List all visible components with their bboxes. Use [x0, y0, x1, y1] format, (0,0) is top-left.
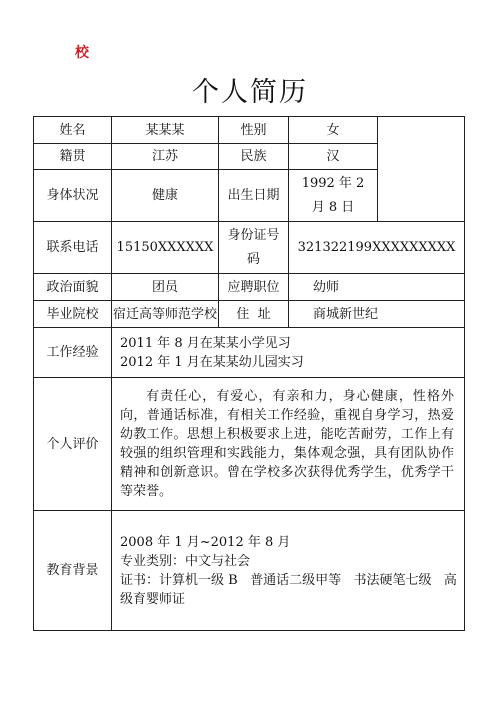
resume-table	[33, 116, 465, 631]
education-details	[112, 511, 465, 631]
id-value: 321322199XXXXXXXXX	[289, 222, 465, 274]
row-political	[34, 274, 465, 301]
name-label: 姓名	[34, 117, 112, 144]
education-period: 2008 年 1 月~2012 年 8 月	[120, 534, 291, 550]
work-label: 工作经验	[34, 328, 112, 378]
corner-mark: 校	[75, 45, 89, 61]
gender-value: 女	[289, 117, 378, 144]
photo-cell	[378, 117, 465, 222]
birth-label: 出生日期	[219, 170, 289, 222]
id-label: 身份证号码	[219, 222, 289, 274]
phone-value: 15150XXXXXX	[112, 222, 219, 274]
work-item: 2011 年 8 月在某某小学见习	[120, 335, 291, 351]
row-phone	[34, 222, 465, 274]
political-value: 团员	[112, 274, 219, 301]
address-value: 商城新世纪	[289, 301, 465, 328]
work-item: 2012 年 1 月在某某幼儿园实习	[120, 354, 304, 370]
evaluation-label: 个人评价	[34, 378, 112, 511]
education-major: 专业类别：中文与社会	[120, 553, 251, 569]
ethnicity-label: 民族	[219, 144, 289, 170]
position-value: 幼师	[289, 274, 465, 301]
native-value: 江苏	[112, 144, 219, 170]
school-label: 毕业院校	[34, 301, 112, 328]
row-work	[34, 328, 465, 378]
native-label: 籍贯	[34, 144, 112, 170]
health-label: 身体状况	[34, 170, 112, 222]
gender-label: 性别	[219, 117, 289, 144]
evaluation-text-cell	[112, 378, 465, 511]
row-school	[34, 301, 465, 328]
phone-label: 联系电话	[34, 222, 112, 274]
education-certificates: 证书：计算机一级 B 普通话二级甲等 书法硬笔七级 高级育婴师证	[120, 572, 457, 607]
work-list	[112, 328, 465, 378]
row-name	[34, 117, 465, 144]
school-value: 宿迁高等师范学校	[112, 301, 219, 328]
row-education	[34, 511, 465, 631]
page-title: 个人简历	[192, 77, 308, 108]
ethnicity-value: 汉	[289, 144, 378, 170]
education-label: 教育背景	[34, 511, 112, 631]
address-label: 住 址	[219, 301, 289, 328]
row-evaluation	[34, 378, 465, 511]
name-value: 某某某	[112, 117, 219, 144]
health-value: 健康	[112, 170, 219, 222]
political-label: 政治面貌	[34, 274, 112, 301]
evaluation-text: 有责任心，有爱心，有亲和力，身心健康，性格外向，普通话标准，有相关工作经验，重视自身学习，热爱幼教工作。思想上积极要求上进，能吃苦耐劳，工作上有较强的组织管理和实践能力，集体观念强，具有团队协作精神和创新意识。曾在学校多次获得优秀学生，优秀学干等荣誉。	[120, 389, 454, 499]
position-label: 应聘职位	[219, 274, 289, 301]
birth-value: 1992 年 2 月 8 日	[289, 170, 378, 222]
